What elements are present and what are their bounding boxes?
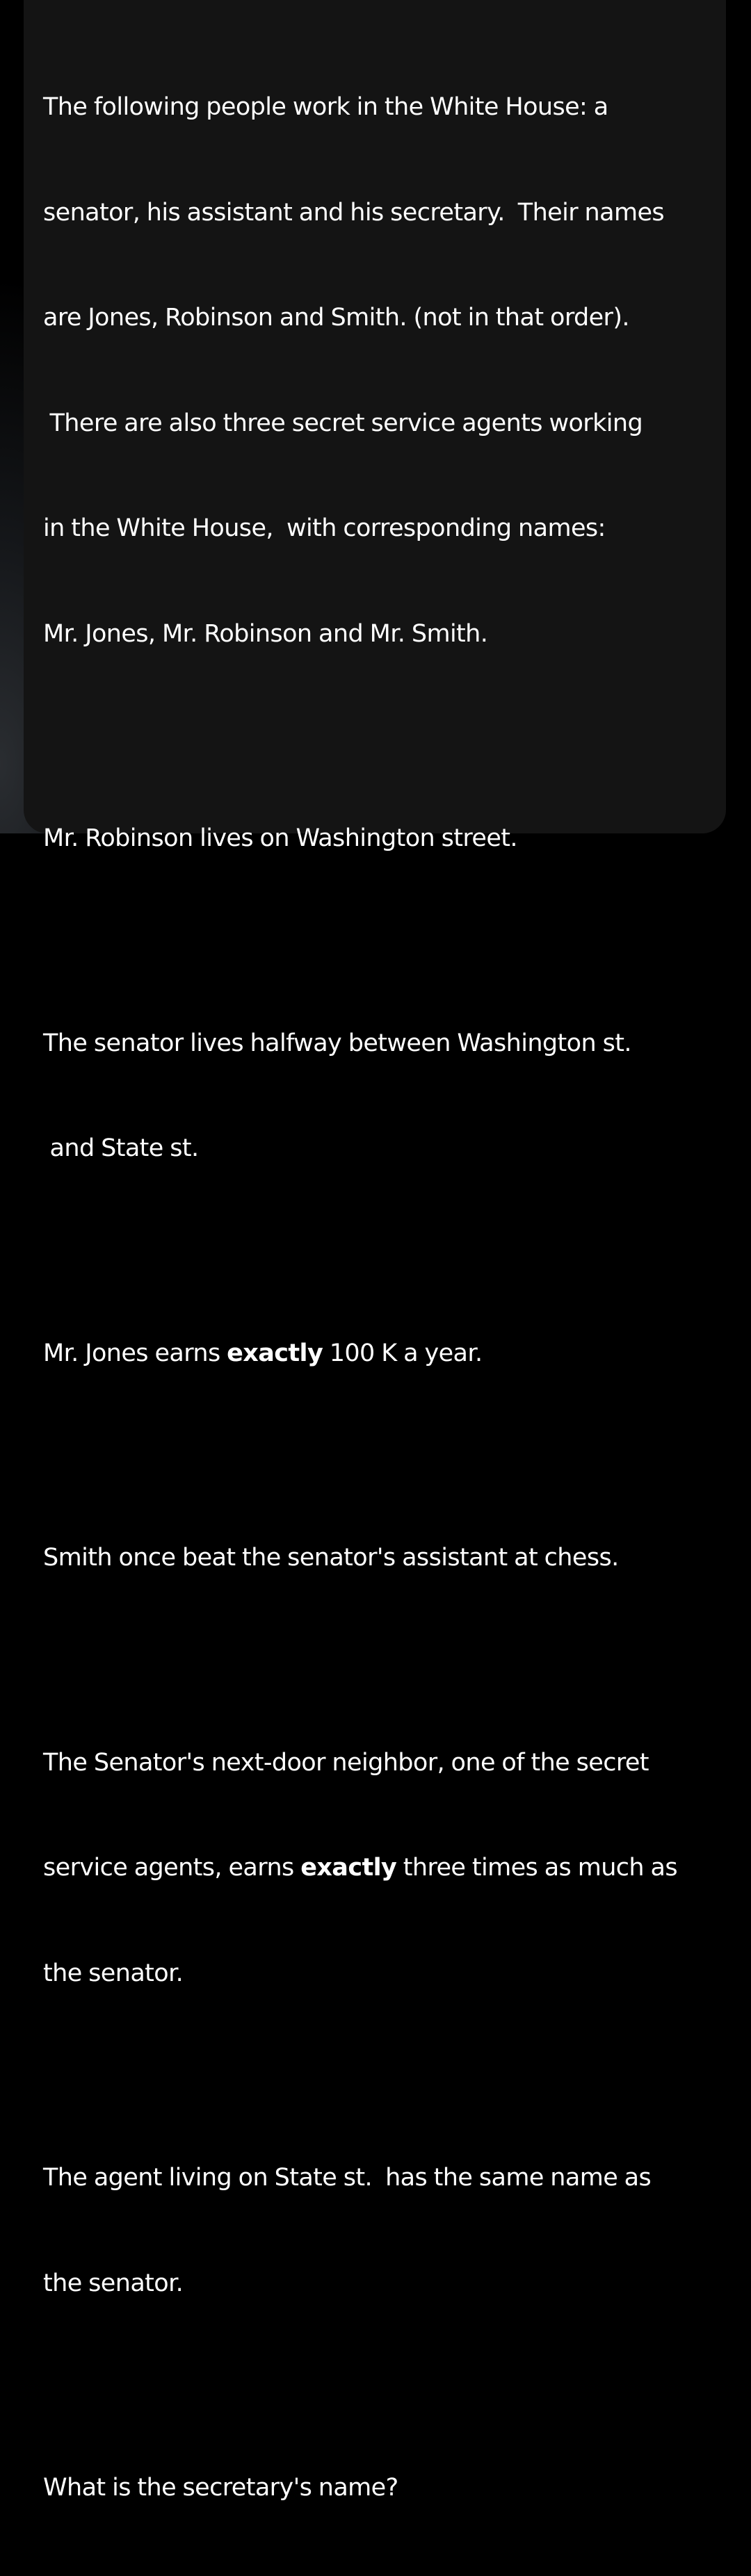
text-run: 100 K a year. (323, 1339, 483, 1367)
emphasis-text: exactly (227, 1339, 323, 1367)
text-line: senator, his assistant and his secretary. Their names (43, 198, 665, 227)
text-run: three times as much as (396, 1854, 678, 1882)
paragraph-jones-salary (43, 1266, 712, 1442)
text-line: What is the secretary's name? (43, 2474, 398, 2502)
text-run: service agents, earns (43, 1854, 301, 1882)
paragraph-neighbor (43, 1675, 712, 2062)
text-line: There are also three secret service agents working (43, 409, 643, 437)
text-line: the senator. (43, 2269, 184, 2297)
text-line: Mr. Jones, Mr. Robinson and Mr. Smith. (43, 619, 488, 648)
paragraph-intro (43, 19, 712, 722)
text-line: The Senator's next-door neighbor, one of the secret (43, 1748, 649, 1777)
text-line: the senator. (43, 1959, 184, 1987)
paragraph-senator-location (43, 956, 712, 1237)
text-line: are Jones, Robinson and Smith. (not in that order). (43, 304, 629, 332)
text-line: Mr. Robinson lives on Washington street. (43, 824, 517, 852)
emphasis-text: exactly (300, 1854, 397, 1882)
text-line: Smith once beat the senator's assistant at chess. (43, 1544, 619, 1572)
paragraph-question (43, 2400, 712, 2576)
paragraph-robinson (43, 751, 712, 927)
text-line: The agent living on State st. has the same name as (43, 2164, 652, 2192)
text-line (43, 1336, 712, 1371)
text-line: The senator lives halfway between Washington st. (43, 1029, 631, 1057)
paragraph-state-agent (43, 2090, 712, 2371)
text-line: and State st. (43, 1134, 199, 1162)
paragraph-chess (43, 1470, 712, 1646)
text-line: in the White House, with corresponding names: (43, 514, 606, 542)
message-bubble[interactable] (24, 0, 726, 2502)
text-line (43, 1850, 712, 1886)
text-run: Mr. Jones earns (43, 1339, 227, 1367)
text-line: The following people work in the White House: a (43, 93, 608, 121)
